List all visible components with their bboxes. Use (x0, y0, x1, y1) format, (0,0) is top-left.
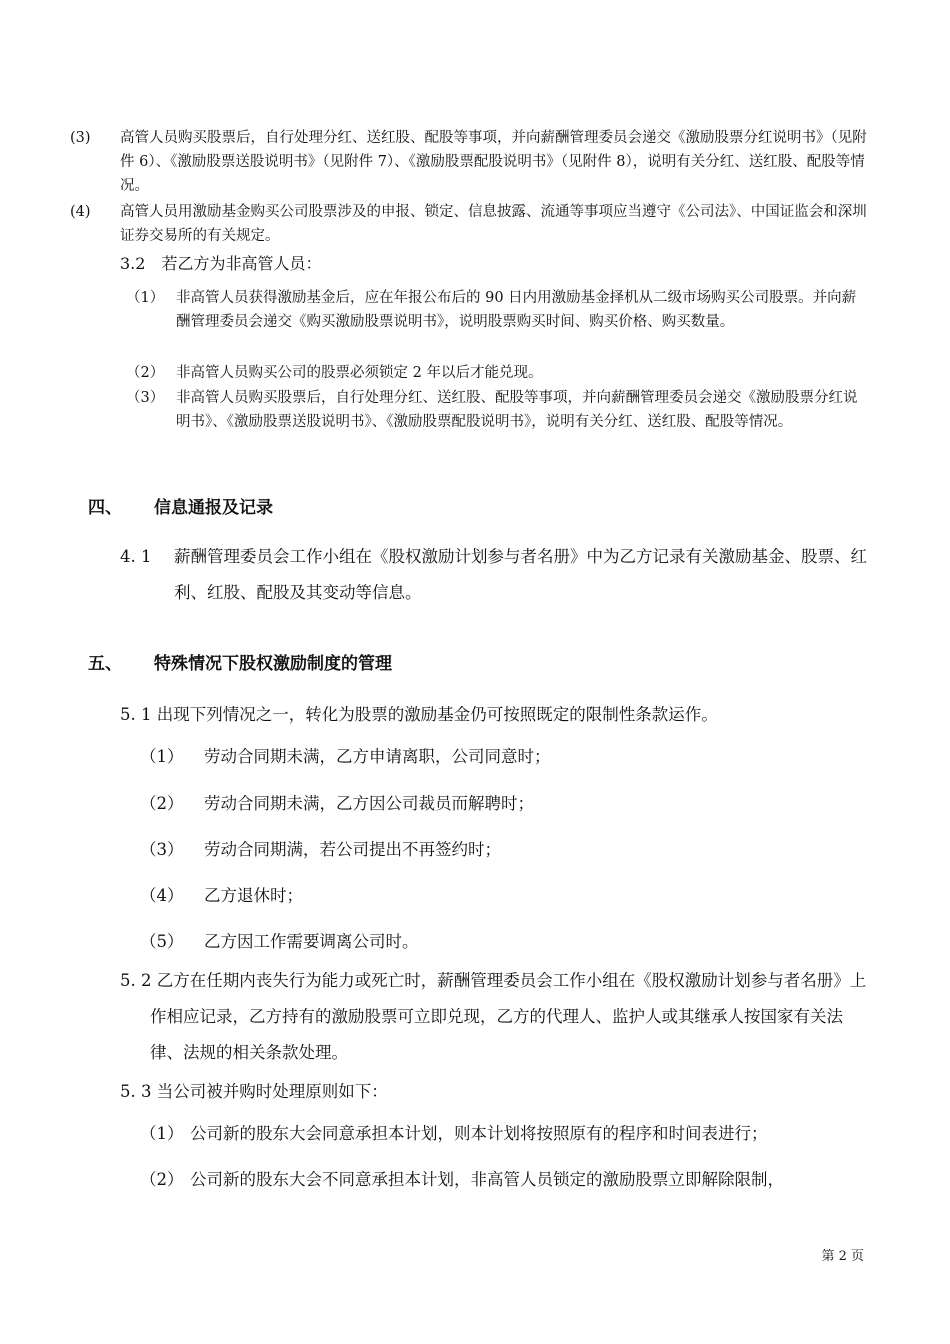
list-item-text: 公司新的股东大会同意承担本计划，则本计划将按照原有的程序和时间表进行； (190, 1124, 768, 1143)
list-item-number: （3） (126, 390, 165, 406)
list-item-text: 劳动合同期未满，乙方因公司裁员而解聘时； (204, 794, 534, 813)
list-item (70, 126, 870, 198)
list-item-text: 高管人员购买股票后，自行处理分红、送红股、配股等事项，并向薪酬管理委员会递交《激励股票分红说明书》（见附件 6）、《激励股票送股说明书》（见附件 7）、《激励股票配股说明书》（见附件 8），说明有关分红、送红股、配股等情况。 (120, 130, 867, 194)
list-item-number: （2） (140, 1170, 184, 1189)
list-item-text: 非高管人员购买股票后，自行处理分红、送红股、配股等事项，并向薪酬管理委员会递交《激励股票分红说明书》、《激励股票送股说明书》、《激励股票配股说明书》，说明有关分红、送红股、配股等情况。 (176, 390, 858, 430)
list-item-text: 非高管人员获得激励基金后，应在年报公布后的 90 日内用激励基金择机从二级市场购买公司股票。并向薪酬管理委员会递交《购买激励股票说明书》，说明股票购买时间、购买价格、购买数量。 (176, 290, 857, 330)
list-item-number: (3) (70, 130, 91, 146)
list-item-number: （4） (140, 886, 184, 905)
list-item (126, 286, 870, 358)
list-item-text: 乙方退休时； (204, 886, 303, 905)
paragraph-5-1: 5. 1 出现下列情况之一，转化为股票的激励基金仍可按照既定的限制性条款运作。 (120, 705, 718, 724)
paragraph-text: 薪酬管理委员会工作小组在《股权激励计划参与者名册》中为乙方记录有关激励基金、股票、红利、红股、配股及其变动等信息。 (174, 547, 867, 602)
list-item (140, 1165, 870, 1195)
list-item (140, 742, 840, 772)
list-item-number: （2） (140, 794, 184, 813)
paragraph-number: 4. 1 (120, 547, 152, 566)
list-item (140, 881, 840, 911)
list-item-number: (4) (70, 204, 91, 220)
list-item-text: 劳动合同期满，若公司提出不再签约时； (204, 840, 501, 859)
paragraph-5-3: 5. 3 当公司被并购时处理原则如下： (120, 1082, 388, 1101)
list-item-number: （5） (140, 932, 184, 951)
paragraph-4-1 (120, 539, 870, 611)
list-item-number: （1） (140, 1124, 184, 1143)
list-item-text: 乙方因工作需要调离公司时。 (204, 932, 419, 951)
list-item (140, 1119, 870, 1149)
paragraph-5-2 (120, 963, 870, 1073)
list-item (126, 386, 870, 458)
list-item (70, 200, 870, 248)
paragraph-text: 5. 2 乙方在任期内丧失行为能力或死亡时，薪酬管理委员会工作小组在《股权激励计划参与者名册》上作相应记录，乙方持有的激励股票可立即兑现，乙方的代理人、监护人或其继承人按国家有关法律、法规的相关条款处理。 (120, 971, 867, 1062)
section-number: 四、 (88, 498, 122, 518)
list-item-number: （1） (126, 290, 165, 306)
list-item-number: （3） (140, 840, 184, 859)
list-item (140, 835, 840, 865)
list-item-number: （2） (126, 365, 165, 381)
list-item (140, 789, 840, 819)
section-title: 信息通报及记录 (154, 498, 273, 518)
list-item-text: 高管人员用激励基金购买公司股票涉及的申报、锁定、信息披露、流通等事项应当遵守《公司法》、中国证监会和深圳证券交易所的有关规定。 (120, 204, 867, 244)
list-item-text: 公司新的股东大会不同意承担本计划，非高管人员锁定的激励股票立即解除限制， (190, 1170, 784, 1189)
list-item-number: （1） (140, 747, 184, 766)
list-item-text: 非高管人员购买公司的股票必须锁定 2 年以后才能兑现。 (176, 365, 543, 381)
page-number: 第 2 页 (821, 1249, 864, 1264)
subsection-heading: 3.2 若乙方为非高管人员： (120, 254, 322, 273)
list-item (126, 361, 870, 385)
section-number: 五、 (88, 654, 122, 674)
list-item-text: 劳动合同期未满，乙方申请离职，公司同意时； (204, 747, 551, 766)
list-item (140, 927, 840, 957)
section-title: 特殊情况下股权激励制度的管理 (154, 654, 392, 674)
